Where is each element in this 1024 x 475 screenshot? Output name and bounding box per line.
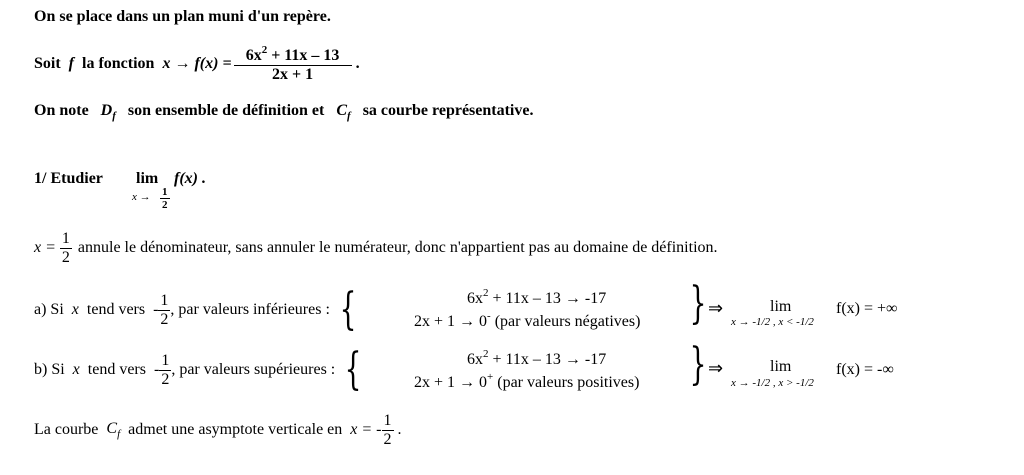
on-note-text: On note [34, 102, 89, 119]
case-a-label: a) Si [34, 301, 64, 318]
remark-text: annule le dénominateur, sans annuler le numérateur, donc n'appartient pas au domaine de définition. [77, 239, 718, 256]
case-a-row-1: $6x^2 + 11x - 13 \to -17$ [467, 287, 607, 307]
denominator-remark [34, 230, 718, 266]
q1-limit [136, 170, 158, 188]
lim-word: lim [136, 170, 159, 187]
case-a-result: f(x) = +∞ [836, 300, 898, 317]
x-variable: x [162, 55, 171, 72]
period: . [355, 55, 360, 72]
case-a-tend: tend vers [86, 301, 146, 318]
case-a-left-brace: { [339, 284, 357, 335]
case-b-result: f(x) = -∞ [836, 361, 894, 378]
conclusion-text-2: admet une asymptote verticale en [128, 421, 343, 438]
case-b-text: , par valeurs supérieures : [171, 361, 336, 378]
q1-fx: f(x) . [174, 170, 206, 187]
case-b-right-brace: } [689, 339, 707, 390]
case-b-row-1: $6x^2 + 11x - 13 \to -17$ [467, 348, 607, 368]
case-b-minus: - [153, 361, 160, 378]
conclusion-curve: $C_f$ [106, 420, 121, 440]
case-a [34, 284, 362, 335]
fx-equals: f(x) = [194, 55, 232, 72]
case-b-row-2: 2x + 1 → 0+ (par valeurs positives) [414, 371, 640, 391]
q1-limit-sub-frac: $\frac{1}{2}$ [162, 186, 168, 212]
maps-arrow: → [174, 55, 191, 72]
case-b-lim: lim [770, 358, 792, 375]
case-b-left-brace: { [344, 344, 362, 395]
case-a-lim-sub: x → -1/2 , x < -1/2 [731, 316, 814, 328]
case-b-tend: tend vers [87, 361, 146, 378]
conclusion-period: . [397, 421, 402, 438]
son-ensemble-text: son ensemble de définition et [127, 102, 325, 119]
half-fraction: $\frac{1}{2}$ [61, 229, 70, 266]
case-b-lim-sub: x → -1/2 , x > -1/2 [731, 377, 814, 389]
case-a-right-brace: } [689, 278, 707, 329]
intro-text-1: On se place dans un plan muni d'un repère. [34, 8, 331, 25]
question-1 [34, 170, 103, 188]
function-definition [34, 42, 360, 86]
domain-symbol: $D_f$ [100, 102, 116, 122]
case-a-row-2: 2x + 1 → 0- (par valeurs négatives) [414, 310, 641, 330]
case-b-implies: ⇒ [708, 358, 724, 378]
case-b-label: b) Si [34, 361, 65, 378]
conclusion [34, 410, 402, 450]
fraction-numerator: $6x^2 + 11x - 13$ [245, 44, 340, 65]
case-a-lim: lim [770, 298, 792, 315]
fraction-denominator: 2x + 1 [234, 65, 352, 84]
case-b-x: x [72, 361, 80, 378]
case-a-implies: ⇒ [708, 298, 724, 318]
la-fonction-text: la fonction [82, 55, 155, 72]
case-a-text: , par valeurs inférieures : [170, 301, 330, 318]
case-a-x: x [71, 301, 79, 318]
intro-line-1 [34, 8, 331, 26]
curve-symbol: $C_f$ [336, 102, 351, 122]
q1-limit-sub: x → [132, 191, 151, 203]
case-b [34, 344, 367, 395]
conclusion-x-eq: x = - [350, 421, 382, 438]
function-fraction [234, 44, 352, 83]
soit-text: Soit [34, 55, 61, 72]
conclusion-text-1: La courbe [34, 421, 99, 438]
case-a-fraction: 1 2 [160, 291, 169, 328]
f-symbol: f [68, 55, 74, 72]
sa-courbe-text: sa courbe représentative. [362, 102, 534, 119]
x-equals: x = [34, 239, 56, 256]
case-a-minus: - [153, 301, 159, 318]
question-label: 1/ Etudier [34, 170, 103, 187]
conclusion-fraction: 1 2 [383, 411, 392, 448]
case-b-fraction: 1 2 [161, 351, 170, 388]
notation-line [34, 102, 533, 122]
